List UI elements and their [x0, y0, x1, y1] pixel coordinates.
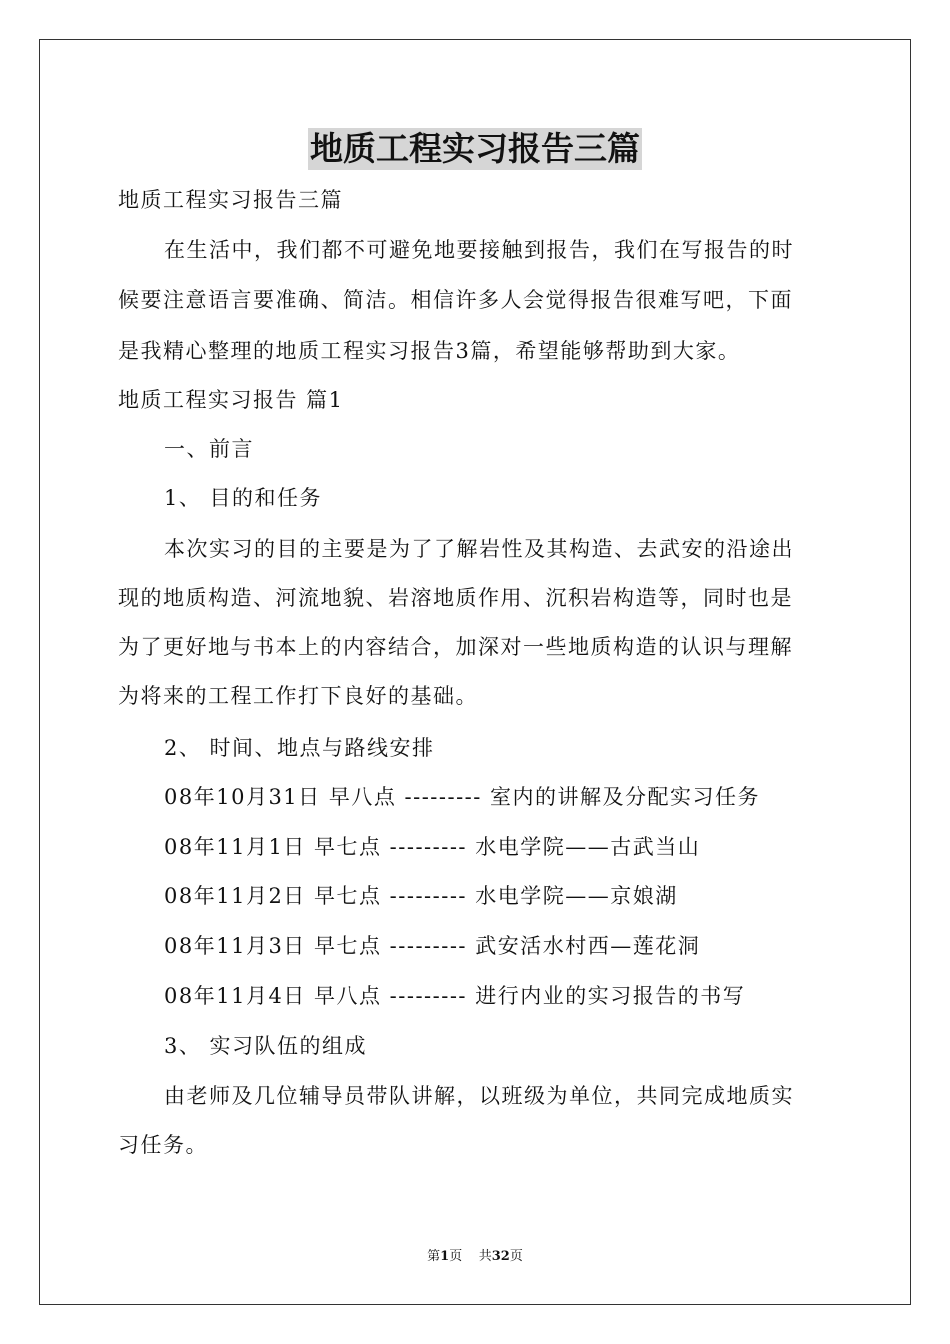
purpose-line: 为了更好地与书本上的内容结合，加深对一些地质构造的认识与理解	[118, 635, 793, 659]
schedule-row: 08年10月31日 早八点 --------- 室内的讲解及分配实习任务	[164, 785, 761, 809]
page-unit: 页	[449, 1249, 463, 1264]
schedule-row: 08年11月2日 早七点 --------- 水电学院——京娘湖	[164, 884, 678, 908]
schedule-row: 08年11月1日 早七点 --------- 水电学院——古武当山	[164, 835, 701, 859]
page-total: 32	[491, 1249, 510, 1264]
schedule-row: 08年11月3日 早七点 --------- 武安活水村西—莲花洞	[164, 934, 701, 958]
intro-line: 是我精心整理的地质工程实习报告3篇，希望能够帮助到大家。	[118, 339, 741, 363]
purpose-line: 现的地质构造、河流地貌、岩溶地质作用、沉积岩构造等，同时也是	[118, 586, 793, 610]
document-title: 地质工程实习报告三篇	[310, 129, 640, 168]
intro-line: 在生活中，我们都不可避免地要接触到报告，我们在写报告的时	[164, 238, 794, 262]
schedule-row: 08年11月4日 早八点 --------- 进行内业的实习报告的书写	[164, 984, 746, 1008]
page-current: 1	[440, 1249, 450, 1264]
title-container	[0, 128, 950, 170]
item2-heading: 2、 时间、地点与路线安排	[164, 736, 435, 760]
team-line: 由老师及几位辅导员带队讲解，以班级为单位，共同完成地质实	[164, 1084, 794, 1108]
intro-line: 候要注意语言要准确、简洁。相信许多人会觉得报告很难写吧，下面	[118, 288, 793, 312]
page-footer	[0, 1249, 950, 1265]
document-subtitle: 地质工程实习报告三篇	[118, 188, 343, 212]
item3-heading: 3、 实习队伍的组成	[164, 1034, 368, 1058]
total-prefix: 共	[478, 1249, 492, 1264]
section-heading: 地质工程实习报告 篇1	[118, 388, 344, 412]
team-line: 习任务。	[118, 1133, 208, 1157]
page-border	[39, 39, 911, 1305]
preface-heading: 一、前言	[164, 437, 254, 461]
purpose-line: 本次实习的目的主要是为了了解岩性及其构造、去武安的沿途出	[164, 537, 794, 561]
purpose-line: 为将来的工程工作打下良好的基础。	[118, 684, 478, 708]
page-prefix: 第	[427, 1249, 441, 1264]
item1-heading: 1、 目的和任务	[164, 486, 323, 510]
total-unit: 页	[509, 1249, 523, 1264]
